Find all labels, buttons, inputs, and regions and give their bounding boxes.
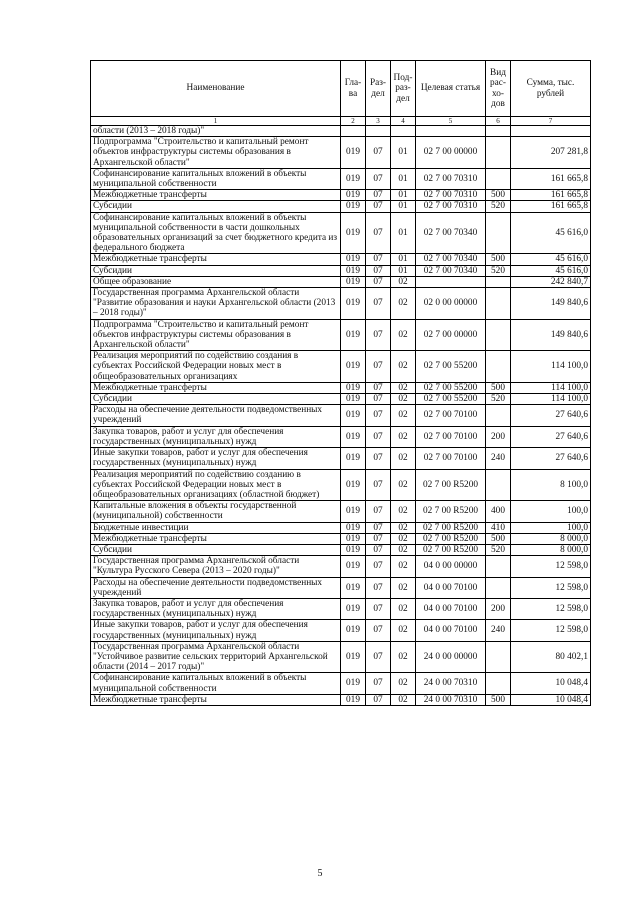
row-razdel: 07	[366, 598, 391, 619]
row-sum: 10 048,4	[511, 673, 591, 694]
row-podrazdel: 02	[391, 288, 416, 320]
row-vid: 500	[486, 382, 511, 393]
table-row	[91, 556, 591, 577]
table-row	[91, 265, 591, 276]
row-razdel: 07	[366, 469, 391, 501]
header-name: Наименование	[91, 61, 341, 117]
row-sum: 8 100,0	[511, 469, 591, 501]
table-row	[91, 212, 591, 254]
row-podrazdel: 01	[391, 168, 416, 189]
row-name: Межбюджетные трансферты	[91, 190, 341, 201]
row-target: 02 7 00 R5200	[416, 544, 486, 555]
row-podrazdel: 02	[391, 556, 416, 577]
table-row	[91, 351, 591, 383]
row-podrazdel: 02	[391, 577, 416, 598]
row-sum: 27 640,6	[511, 426, 591, 447]
row-sum: 207 281,8	[511, 137, 591, 169]
row-podrazdel: 02	[391, 405, 416, 426]
col-number: 4	[391, 117, 416, 126]
row-target: 24 0 00 70310	[416, 673, 486, 694]
row-vid: 240	[486, 448, 511, 469]
row-target: 02 7 00 70310	[416, 201, 486, 212]
row-name: Софинансирование капитальных вложений в объекты муниципальной собственности	[91, 673, 341, 694]
row-target: 04 0 00 70100	[416, 620, 486, 641]
row-vid	[486, 276, 511, 287]
header-target: Целевая статья	[416, 61, 486, 117]
row-razdel: 07	[366, 501, 391, 522]
row-sum: 10 048,4	[511, 694, 591, 705]
row-name: Межбюджетные трансферты	[91, 382, 341, 393]
page-number: 5	[317, 868, 323, 879]
row-glava: 019	[341, 448, 366, 469]
row-vid: 240	[486, 620, 511, 641]
row-target: 02 7 00 70100	[416, 448, 486, 469]
row-glava: 019	[341, 212, 366, 254]
table-row	[91, 319, 591, 351]
row-sum: 149 840,6	[511, 319, 591, 351]
row-vid: 500	[486, 190, 511, 201]
row-name: Субсидии	[91, 544, 341, 555]
row-razdel: 07	[366, 394, 391, 405]
row-vid	[486, 405, 511, 426]
row-vid	[486, 351, 511, 383]
row-vid: 500	[486, 254, 511, 265]
row-glava: 019	[341, 501, 366, 522]
row-podrazdel: 02	[391, 469, 416, 501]
row-podrazdel: 02	[391, 319, 416, 351]
row-sum: 45 616,0	[511, 212, 591, 254]
row-vid	[486, 673, 511, 694]
row-name: Государственная программа Архангельской области "Культура Русского Севера (2013 – 2020 годы)"	[91, 556, 341, 577]
row-razdel: 07	[366, 288, 391, 320]
row-podrazdel: 02	[391, 382, 416, 393]
row-sum: 100,0	[511, 501, 591, 522]
row-sum: 45 616,0	[511, 254, 591, 265]
row-glava: 019	[341, 522, 366, 533]
row-name: Расходы на обеспечение деятельности подведомственных учреждений	[91, 577, 341, 598]
row-razdel: 07	[366, 201, 391, 212]
table-row	[91, 137, 591, 169]
row-name: Капитальные вложения в объекты государственной (муниципальной) собственности	[91, 501, 341, 522]
table-row	[91, 382, 591, 393]
table-row	[91, 394, 591, 405]
row-sum: 161 665,8	[511, 201, 591, 212]
row-vid	[486, 641, 511, 673]
row-razdel: 07	[366, 276, 391, 287]
row-vid	[486, 469, 511, 501]
row-glava	[341, 126, 366, 137]
row-vid: 520	[486, 201, 511, 212]
row-glava: 019	[341, 544, 366, 555]
row-glava: 019	[341, 533, 366, 544]
row-name: Межбюджетные трансферты	[91, 533, 341, 544]
row-target: 02 7 00 55200	[416, 394, 486, 405]
row-vid: 520	[486, 265, 511, 276]
row-name: Иные закупки товаров, работ и услуг для обеспечения государственных (муниципальных) нужд	[91, 448, 341, 469]
row-sum: 45 616,0	[511, 265, 591, 276]
row-razdel: 07	[366, 641, 391, 673]
row-razdel: 07	[366, 620, 391, 641]
row-podrazdel: 01	[391, 254, 416, 265]
row-vid	[486, 319, 511, 351]
table-row	[91, 641, 591, 673]
row-name: Межбюджетные трансферты	[91, 694, 341, 705]
row-sum: 114 100,0	[511, 382, 591, 393]
row-name: Реализация мероприятий по содействию созданию в субъектах Российской Федерации новых мест в общеобразовательных организациях (областной бюджет)	[91, 469, 341, 501]
row-glava: 019	[341, 288, 366, 320]
row-podrazdel: 02	[391, 598, 416, 619]
row-razdel: 07	[366, 351, 391, 383]
row-glava: 019	[341, 319, 366, 351]
row-name: Закупка товаров, работ и услуг для обеспечения государственных (муниципальных) нужд	[91, 426, 341, 447]
row-name: Реализация мероприятий по содействию создания в субъектах Российской Федерации новых мест в общеобразовательных организациях	[91, 351, 341, 383]
row-razdel: 07	[366, 577, 391, 598]
row-razdel: 07	[366, 448, 391, 469]
row-target: 02 7 00 70310	[416, 168, 486, 189]
row-sum	[511, 126, 591, 137]
row-podrazdel: 02	[391, 501, 416, 522]
table-row	[91, 190, 591, 201]
row-vid: 520	[486, 544, 511, 555]
row-razdel: 07	[366, 212, 391, 254]
table-row	[91, 522, 591, 533]
row-podrazdel: 02	[391, 448, 416, 469]
col-number: 2	[341, 117, 366, 126]
row-glava: 019	[341, 426, 366, 447]
header-glava: Гла-ва	[341, 61, 366, 117]
row-sum: 12 598,0	[511, 598, 591, 619]
table-row	[91, 544, 591, 555]
row-sum: 27 640,6	[511, 405, 591, 426]
row-podrazdel	[391, 126, 416, 137]
row-vid	[486, 212, 511, 254]
row-target: 02 7 00 70340	[416, 212, 486, 254]
row-name: Субсидии	[91, 201, 341, 212]
table-header-row	[91, 61, 591, 117]
row-sum: 80 402,1	[511, 641, 591, 673]
row-glava: 019	[341, 276, 366, 287]
col-number: 3	[366, 117, 391, 126]
row-name: Межбюджетные трансферты	[91, 254, 341, 265]
row-name: Иные закупки товаров, работ и услуг для обеспечения государственных (муниципальных) нужд	[91, 620, 341, 641]
row-name: Закупка товаров, работ и услуг для обеспечения государственных (муниципальных) нужд	[91, 598, 341, 619]
row-target: 02 7 00 R5200	[416, 522, 486, 533]
row-target: 02 7 00 00000	[416, 137, 486, 169]
row-vid	[486, 168, 511, 189]
row-target: 02 7 00 70100	[416, 405, 486, 426]
row-razdel: 07	[366, 694, 391, 705]
row-podrazdel: 02	[391, 533, 416, 544]
row-sum: 161 665,8	[511, 168, 591, 189]
row-glava: 019	[341, 351, 366, 383]
col-number: 5	[416, 117, 486, 126]
row-vid	[486, 126, 511, 137]
row-sum: 27 640,6	[511, 448, 591, 469]
row-vid: 500	[486, 533, 511, 544]
row-glava: 019	[341, 254, 366, 265]
row-target: 24 0 00 70310	[416, 694, 486, 705]
row-razdel: 07	[366, 137, 391, 169]
row-glava: 019	[341, 382, 366, 393]
budget-table	[90, 60, 591, 706]
row-vid: 200	[486, 426, 511, 447]
row-target: 04 0 00 70100	[416, 577, 486, 598]
row-name: области (2013 – 2018 годы)"	[91, 126, 341, 137]
table-row	[91, 201, 591, 212]
row-target: 02 7 00 R5200	[416, 533, 486, 544]
row-glava: 019	[341, 168, 366, 189]
row-name: Софинансирование капитальных вложений в объекты муниципальной собственности в части дошкольных образовательных организаций за счет бюджетного кредита из федерального бюджета	[91, 212, 341, 254]
row-podrazdel: 02	[391, 276, 416, 287]
row-razdel	[366, 126, 391, 137]
row-podrazdel: 02	[391, 351, 416, 383]
row-name: Общее образование	[91, 276, 341, 287]
row-vid	[486, 137, 511, 169]
table-row	[91, 577, 591, 598]
row-target	[416, 126, 486, 137]
row-target: 02 7 00 70310	[416, 190, 486, 201]
row-target: 02 7 00 70100	[416, 426, 486, 447]
row-podrazdel: 02	[391, 426, 416, 447]
row-target: 02 7 00 55200	[416, 382, 486, 393]
row-vid: 520	[486, 394, 511, 405]
table-row	[91, 405, 591, 426]
row-podrazdel: 01	[391, 212, 416, 254]
row-razdel: 07	[366, 426, 391, 447]
row-sum: 8 000,0	[511, 533, 591, 544]
row-glava: 019	[341, 394, 366, 405]
row-target: 02 0 00 00000	[416, 288, 486, 320]
row-glava: 019	[341, 641, 366, 673]
row-glava: 019	[341, 577, 366, 598]
row-razdel: 07	[366, 319, 391, 351]
row-target: 04 0 00 70100	[416, 598, 486, 619]
row-target: 02 7 00 70340	[416, 265, 486, 276]
row-glava: 019	[341, 469, 366, 501]
row-podrazdel: 01	[391, 190, 416, 201]
row-glava: 019	[341, 673, 366, 694]
header-sum: Сумма, тыс. рублей	[511, 61, 591, 117]
table-row	[91, 276, 591, 287]
row-name: Софинансирование капитальных вложений в объекты муниципальной собственности	[91, 168, 341, 189]
col-number: 6	[486, 117, 511, 126]
row-sum: 114 100,0	[511, 394, 591, 405]
table-row	[91, 426, 591, 447]
row-target: 02 7 00 70340	[416, 254, 486, 265]
table-row	[91, 620, 591, 641]
row-podrazdel: 01	[391, 137, 416, 169]
row-target: 24 0 00 00000	[416, 641, 486, 673]
col-number: 1	[91, 117, 341, 126]
column-number-row	[91, 117, 591, 126]
row-sum: 161 665,8	[511, 190, 591, 201]
row-razdel: 07	[366, 168, 391, 189]
row-razdel: 07	[366, 265, 391, 276]
row-sum: 12 598,0	[511, 620, 591, 641]
row-podrazdel: 02	[391, 641, 416, 673]
row-podrazdel: 02	[391, 394, 416, 405]
row-razdel: 07	[366, 522, 391, 533]
row-sum: 12 598,0	[511, 577, 591, 598]
row-razdel: 07	[366, 254, 391, 265]
row-glava: 019	[341, 598, 366, 619]
header-vid: Вид рас-хо-дов	[486, 61, 511, 117]
row-razdel: 07	[366, 190, 391, 201]
row-vid: 500	[486, 694, 511, 705]
row-vid	[486, 556, 511, 577]
row-razdel: 07	[366, 544, 391, 555]
row-name: Подпрограмма "Строительство и капитальный ремонт объектов инфраструктуры системы образования в Архангельской области"	[91, 319, 341, 351]
table-row	[91, 168, 591, 189]
row-podrazdel: 02	[391, 673, 416, 694]
table-row	[91, 501, 591, 522]
row-sum: 149 840,6	[511, 288, 591, 320]
row-name: Субсидии	[91, 265, 341, 276]
row-vid	[486, 288, 511, 320]
table-row	[91, 469, 591, 501]
row-podrazdel: 02	[391, 522, 416, 533]
table-row	[91, 448, 591, 469]
row-sum: 12 598,0	[511, 556, 591, 577]
row-podrazdel: 02	[391, 620, 416, 641]
row-glava: 019	[341, 265, 366, 276]
row-name: Государственная программа Архангельской области "Устойчивое развитие сельских территорий Архангельской области (2014 – 2017 годы)"	[91, 641, 341, 673]
row-glava: 019	[341, 694, 366, 705]
row-name: Бюджетные инвестиции	[91, 522, 341, 533]
row-vid	[486, 577, 511, 598]
row-podrazdel: 01	[391, 265, 416, 276]
row-podrazdel: 01	[391, 201, 416, 212]
row-name: Субсидии	[91, 394, 341, 405]
row-name: Расходы на обеспечение деятельности подведомственных учреждений	[91, 405, 341, 426]
row-glava: 019	[341, 137, 366, 169]
row-target: 02 7 00 00000	[416, 319, 486, 351]
table-row	[91, 673, 591, 694]
row-sum: 114 100,0	[511, 351, 591, 383]
row-vid: 410	[486, 522, 511, 533]
row-name: Государственная программа Архангельской области "Развитие образования и науки Архангельской области (2013 – 2018 годы)"	[91, 288, 341, 320]
row-glava: 019	[341, 556, 366, 577]
row-sum: 242 840,7	[511, 276, 591, 287]
row-podrazdel: 02	[391, 694, 416, 705]
row-target: 02 7 00 55200	[416, 351, 486, 383]
table-row	[91, 694, 591, 705]
row-glava: 019	[341, 405, 366, 426]
header-razdel: Раз-дел	[366, 61, 391, 117]
table-row	[91, 598, 591, 619]
table-row	[91, 533, 591, 544]
table-row	[91, 254, 591, 265]
row-glava: 019	[341, 620, 366, 641]
row-vid: 200	[486, 598, 511, 619]
header-podrazdel: Под-раз-дел	[391, 61, 416, 117]
row-razdel: 07	[366, 382, 391, 393]
row-name: Подпрограмма "Строительство и капитальный ремонт объектов инфраструктуры системы образования в Архангельской области"	[91, 137, 341, 169]
row-razdel: 07	[366, 556, 391, 577]
row-razdel: 07	[366, 673, 391, 694]
row-target: 04 0 00 00000	[416, 556, 486, 577]
table-row	[91, 288, 591, 320]
table-row	[91, 126, 591, 137]
col-number: 7	[511, 117, 591, 126]
row-target: 02 7 00 R5200	[416, 469, 486, 501]
table-body	[91, 126, 591, 706]
row-podrazdel: 02	[391, 544, 416, 555]
row-razdel: 07	[366, 405, 391, 426]
row-target: 02 7 00 R5200	[416, 501, 486, 522]
row-glava: 019	[341, 201, 366, 212]
row-sum: 8 000,0	[511, 544, 591, 555]
row-target	[416, 276, 486, 287]
row-razdel: 07	[366, 533, 391, 544]
row-sum: 100,0	[511, 522, 591, 533]
row-vid: 400	[486, 501, 511, 522]
row-glava: 019	[341, 190, 366, 201]
